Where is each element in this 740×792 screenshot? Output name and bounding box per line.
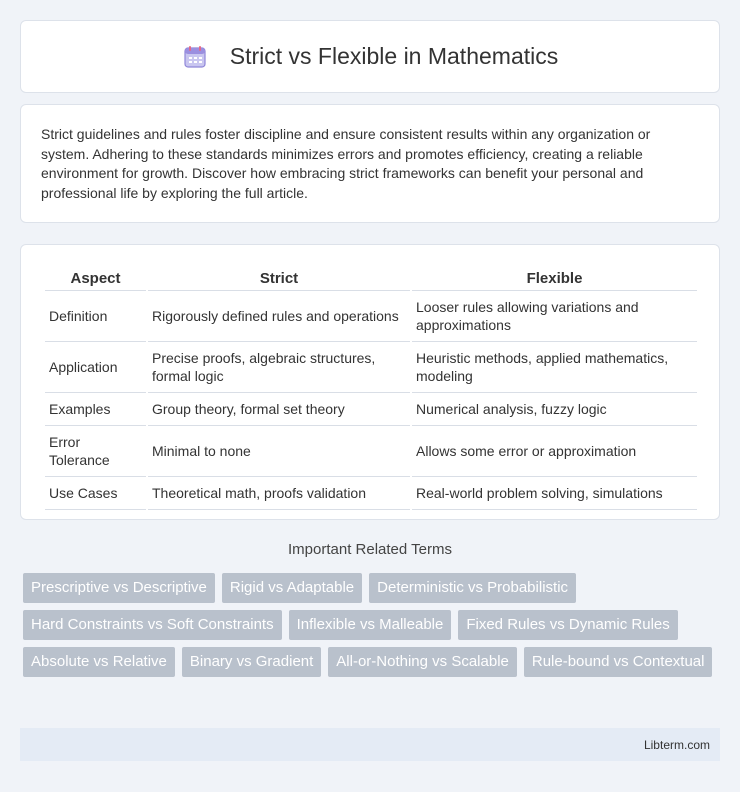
table-row (45, 291, 697, 342)
related-term-tag[interactable]: Absolute vs Relative (23, 647, 175, 677)
header-flexible: Flexible (412, 267, 697, 291)
header-aspect: Aspect (45, 267, 146, 291)
cell-flexible: Numerical analysis, fuzzy logic (412, 393, 697, 426)
related-terms-title: Important Related Terms (288, 541, 452, 558)
table-row (45, 426, 697, 477)
cell-flexible: Heuristic methods, applied mathematics, modeling (412, 342, 697, 393)
title-card (20, 20, 720, 93)
cell-flexible: Looser rules allowing variations and approximations (412, 291, 697, 342)
related-term-tag[interactable]: Rule-bound vs Contextual (524, 647, 713, 677)
cell-strict: Theoretical math, proofs validation (148, 477, 410, 510)
related-term-tag[interactable]: Fixed Rules vs Dynamic Rules (458, 610, 677, 640)
cell-strict: Group theory, formal set theory (148, 393, 410, 426)
table-row (45, 342, 697, 393)
intro-text: Strict guidelines and rules foster discipline and ensure consistent results within any organization or system. Adhering to these standards minimizes errors and promotes efficiency, creating a reliable environment for growth. Discover how embracing strict frameworks can benefit your personal and professional life by exploring the full article. (41, 126, 651, 201)
cell-aspect: Definition (45, 291, 146, 342)
page-title: Strict vs Flexible in Mathematics (229, 43, 559, 69)
calendar-icon (182, 44, 208, 70)
footer-site-link[interactable]: Libterm.com (643, 737, 710, 752)
related-term-tag[interactable]: Rigid vs Adaptable (222, 573, 362, 603)
comparison-card (20, 244, 720, 520)
table-header-row (45, 267, 697, 291)
header-strict: Strict (148, 267, 410, 291)
related-term-tag[interactable]: Binary vs Gradient (182, 647, 321, 677)
table-row (45, 393, 697, 426)
related-term-tag[interactable]: Inflexible vs Malleable (289, 610, 452, 640)
related-term-tag[interactable]: Prescriptive vs Descriptive (23, 573, 215, 603)
footer (20, 728, 720, 761)
cell-aspect: Error Tolerance (45, 426, 146, 477)
cell-aspect: Use Cases (45, 477, 146, 510)
related-term-tag[interactable]: All-or-Nothing vs Scalable (328, 647, 517, 677)
related-terms-list (23, 573, 723, 684)
cell-flexible: Real-world problem solving, simulations (412, 477, 697, 510)
table-row (45, 477, 697, 510)
cell-aspect: Application (45, 342, 146, 393)
related-term-tag[interactable]: Deterministic vs Probabilistic (369, 573, 576, 603)
intro-card (20, 104, 720, 223)
cell-aspect: Examples (45, 393, 146, 426)
cell-strict: Minimal to none (148, 426, 410, 477)
cell-strict: Rigorously defined rules and operations (148, 291, 410, 342)
cell-flexible: Allows some error or approximation (412, 426, 697, 477)
related-term-tag[interactable]: Hard Constraints vs Soft Constraints (23, 610, 282, 640)
comparison-table (43, 267, 699, 510)
cell-strict: Precise proofs, algebraic structures, formal logic (148, 342, 410, 393)
